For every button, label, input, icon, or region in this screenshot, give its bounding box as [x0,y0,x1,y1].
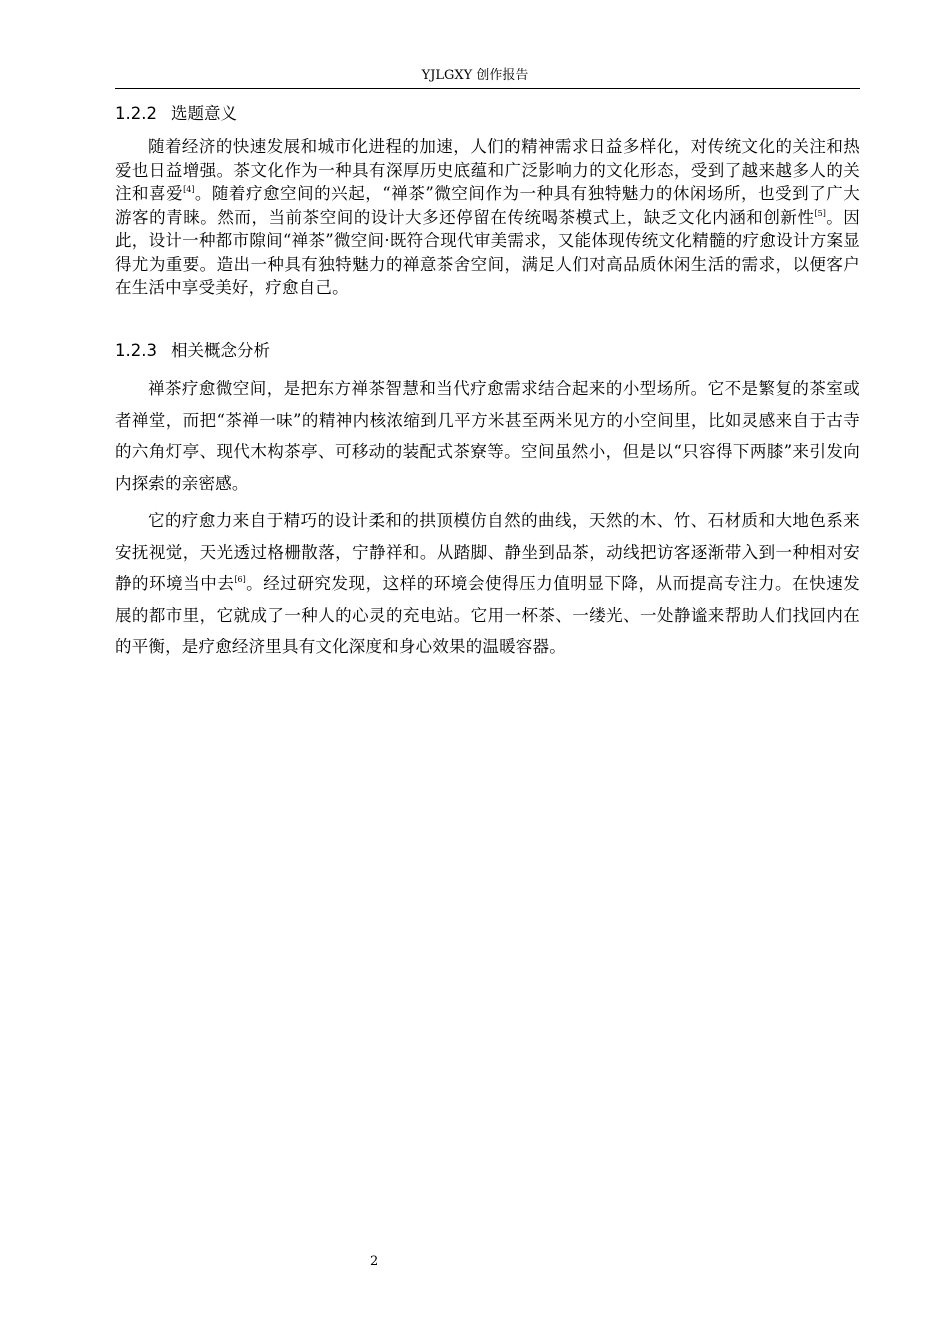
paragraph-text: 。随着疗愈空间的兴起，“禅茶”微空间作为一种具有独特魅力的休闲场所，也受到了广大游客的青睐。然而，当前茶空间的设计大多还停留在传统喝茶模式上，缺乏文化内涵和创新性 [115,184,860,227]
section-title: 相关概念分析 [171,341,270,360]
paragraph-text: 它的疗愈力来自于精巧的设计柔和的拱顶模仿自然的曲线，天然的木、竹、石材质和大地色系来安抚视觉，天光透过格栅散落，宁静祥和。从踏脚、静坐到品茶，动线把访客逐渐带入到一种相对安静的环境当中去 [115,511,860,593]
section-heading-1-2-3 [115,340,270,362]
page-number: 2 [370,1254,379,1269]
paragraph-text: 随着经济的快速发展和城市化进程的加速，人们的精神需求日益多样化，对传统文化的关注和热爱也日益增强。茶文化作为一种具有深厚历史底蕴和广泛影响力的文化形态，受到了越来越多人的关注和喜爱 [115,137,860,203]
running-header: YJLGXY 创作报告 [421,68,529,83]
paragraph-healing-effect [115,505,860,663]
citation-marker: [6] [234,575,246,584]
section-title: 选题意义 [171,104,237,123]
section-number: 1.2.2 [115,104,157,123]
paragraph-text: 。经过研究发现，这样的环境会使得压力值明显下降，从而提高专注力。在快速发展的都市里，它就成了一种人的心灵的充电站。它用一杯茶、一缕光、一处静谧来帮助人们找回内在的平衡，是疗愈经济里具有文化深度和身心效果的温暖容器。 [115,574,860,656]
paragraph-concept-definition: 禅茶疗愈微空间，是把东方禅茶智慧和当代疗愈需求结合起来的小型场所。它不是繁复的茶室或者禅堂，而把“茶禅一味”的精神内核浓缩到几平方米甚至两米见方的小空间里，比如灵感来自于古寺的六角灯亭、现代木构茶亭、可移动的装配式茶寮等。空间虽然小，但是以“只容得下两膝”来引发向内探索的亲密感。 [115,379,860,493]
paragraph-topic-significance [115,135,860,300]
section-number: 1.2.3 [115,341,157,360]
citation-marker: [4] [183,185,195,194]
section-heading-1-2-2 [115,103,237,125]
citation-marker: [5] [814,208,826,218]
paragraph-text: 。因此，设计一种都市隙间“禅茶”微空间·既符合现代审美需求，又能体现传统文化精髓的疗愈设计方案显得尤为重要。造出一种具有独特魅力的禅意茶舍空间，满足人们对高品质休闲生活的需求，以便客户在生活中享受美好，疗愈自己。 [115,207,860,297]
header-divider [115,88,860,89]
